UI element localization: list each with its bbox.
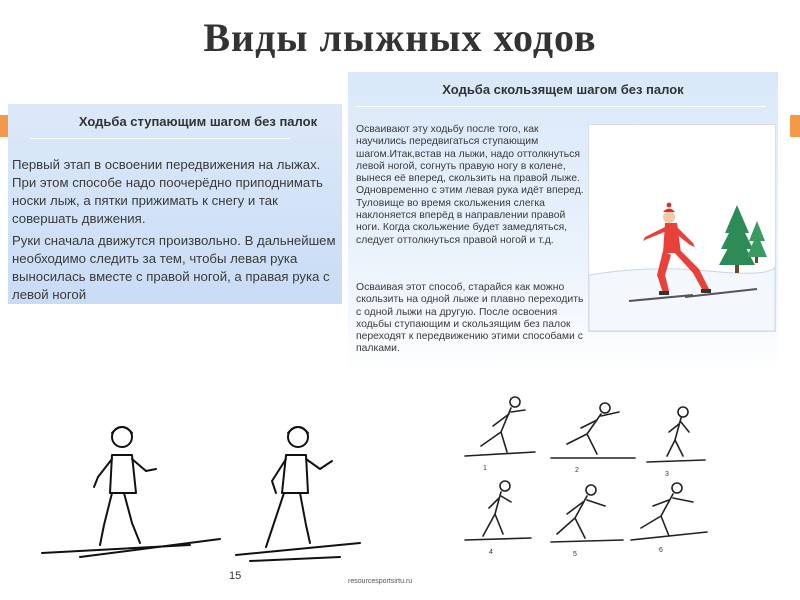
skier-pose-4-icon: [465, 481, 531, 540]
skier-pose-6-icon: [631, 483, 707, 540]
sliding-step-sequence: [455, 390, 715, 575]
heading-divider: [356, 106, 766, 107]
skier-pose-2-icon: [551, 403, 635, 458]
figure-number-3: 3: [665, 471, 669, 478]
accent-bar-left: [0, 115, 8, 137]
sliding-step-text-1: Осваивают эту ходьбу после того, как научились передвигаться ступающим шагом.Итак,встав на лыжи, надо оттолкнуться левой ногой, согнуть правую ногу в колене, вынеся её вперед, скользить на правой лыже. Одновременно с этим левая рука идёт вперед. Туловище во время скольжения слегка наклоняется вперёд в направлении правой ноги. Когда скольжение будет замедляться, следует оттолкнуться правой ногой и т.д.: [356, 124, 584, 246]
skier-outline-icon: [42, 427, 360, 561]
stepping-step-paragraph-2: Руки сначала движутся произвольно. В дальнейшем необходимо следить за тем, чтобы левая рука выносилась вместе с правой ногой, а правая рука с левой ногой: [12, 233, 336, 302]
figure-number-6: 6: [659, 547, 663, 554]
figure-number-1: 1: [483, 465, 487, 472]
heading-divider: [30, 138, 290, 139]
figure-number-5: 5: [573, 551, 577, 558]
skier-pose-5-icon: [551, 485, 623, 542]
sliding-step-heading: Ходьба скользящем шагом без палок: [442, 82, 684, 97]
skier-pose-1-icon: [465, 397, 535, 456]
fir-tree-icon: [719, 205, 767, 273]
figure-number-2: 2: [575, 467, 579, 474]
sliding-step-text-2: Осваивая этот способ, старайся как можно скользить на одной лыже и плавно переходить с одной лыжи на другую. После освоения ходьбы ступающим и скользящим без палок переходят к передвижению этими способами с палками.: [356, 282, 584, 355]
stepping-step-panel: [8, 104, 342, 304]
page-number: 15: [229, 570, 242, 582]
stepping-step-paragraph-1: Первый этап в освоении передвижения на лыжах. При этом способе надо поочерёдно приподнимать носки лыж, а пятки прижимать к снегу и так совершать движения.: [12, 157, 323, 226]
source-watermark: resourcesportsirtu.ru: [348, 578, 413, 585]
stepping-step-heading: Ходьба ступающим шагом без палок: [78, 114, 318, 129]
figure-number-4: 4: [489, 549, 493, 556]
page-title: Виды лыжных ходов: [203, 15, 597, 60]
skier-illustration: [588, 124, 776, 332]
stepping-step-figures: [40, 415, 370, 570]
accent-bar-right: [790, 115, 800, 137]
skier-pose-3-icon: [647, 407, 705, 462]
